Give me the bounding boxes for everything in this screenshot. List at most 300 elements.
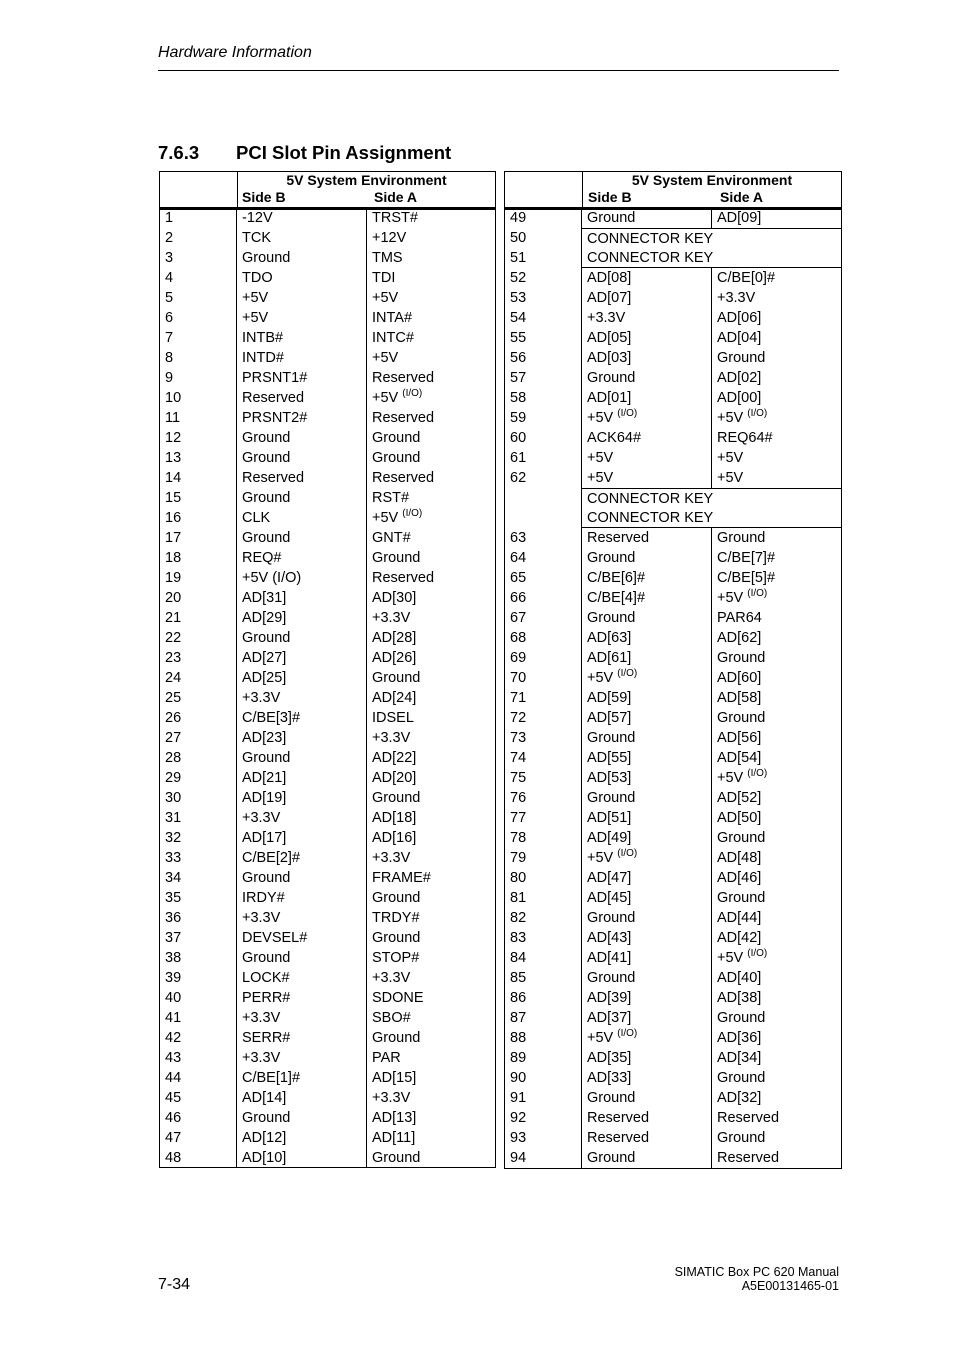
side-a-signal: +5V $^{(I/O)}$ <box>717 588 768 606</box>
side-b-signal: AD[51] <box>582 808 712 828</box>
pin-number: 65 <box>505 568 582 588</box>
table-row <box>160 1048 495 1068</box>
table-row <box>160 528 495 548</box>
pin-number: 85 <box>505 968 582 988</box>
pin-number: 80 <box>505 868 582 888</box>
section-heading <box>158 142 451 164</box>
pin-number: 19 <box>160 568 237 588</box>
pin-number: 86 <box>505 988 582 1008</box>
side-b-signal: PRSNT2# <box>237 408 367 428</box>
table-row <box>505 968 841 988</box>
side-a-signal: +3.3V <box>372 610 411 626</box>
side-a-signal: Ground <box>372 430 421 446</box>
pin-number: 55 <box>505 328 582 348</box>
side-b-signal: Ground <box>582 1148 712 1168</box>
side-b-signal: +5V $^{(I/O)}$ <box>582 1028 712 1048</box>
table-row <box>505 788 841 808</box>
pin-number: 72 <box>505 708 582 728</box>
side-b-signal: AD[23] <box>237 728 367 748</box>
table-row <box>505 348 841 368</box>
side-b-signal: AD[37] <box>582 1008 712 1028</box>
side-b-signal: +5V $^{(I/O)}$ <box>582 848 712 868</box>
side-a-signal: INTC# <box>372 330 414 346</box>
pin-number: 42 <box>160 1028 237 1048</box>
side-b-signal: Ground <box>237 748 367 768</box>
side-b-signal: LOCK# <box>237 968 367 988</box>
section-number: 7.6.3 <box>158 142 200 163</box>
side-a-signal: Reserved <box>372 370 435 386</box>
side-a-signal: AD[11] <box>372 1130 416 1146</box>
side-b-signal: Ground <box>582 368 712 388</box>
table-header <box>160 172 495 210</box>
pin-number: 38 <box>160 948 237 968</box>
pin-number: 77 <box>505 808 582 828</box>
pin-number: 63 <box>505 528 582 548</box>
table-row <box>160 388 495 408</box>
pin-number: 33 <box>160 848 237 868</box>
pin-number: 68 <box>505 628 582 648</box>
side-a-signal: PAR64 <box>717 610 762 626</box>
side-b-signal: Reserved <box>582 528 712 548</box>
table-row <box>505 268 841 288</box>
side-a-signal: AD[52] <box>717 790 762 806</box>
side-a-signal: AD[00] <box>717 390 762 406</box>
side-a-signal: AD[24] <box>372 690 417 706</box>
pin-number: 75 <box>505 768 582 788</box>
pin-number: 57 <box>505 368 582 388</box>
table-row <box>160 1148 495 1168</box>
table-row <box>160 648 495 668</box>
table-row <box>160 248 495 268</box>
side-b-signal: C/BE[4]# <box>582 588 712 608</box>
side-b-signal: +5V <box>582 468 712 488</box>
pin-number: 5 <box>160 288 237 308</box>
side-a-signal: AD[16] <box>372 830 417 846</box>
table-row <box>505 888 841 908</box>
connector-key: CONNECTOR KEY <box>582 488 841 508</box>
pin-number: 25 <box>160 688 237 708</box>
side-a-signal: Ground <box>372 930 421 946</box>
side-b-signal: REQ# <box>237 548 367 568</box>
side-a-signal: Ground <box>717 530 766 546</box>
pin-number: 40 <box>160 988 237 1008</box>
pin-number: 10 <box>160 388 237 408</box>
pin-number: 35 <box>160 888 237 908</box>
side-b-signal: AD[03] <box>582 348 712 368</box>
side-a-signal: SBO# <box>372 1010 411 1026</box>
side-b-signal: Ground <box>237 528 367 548</box>
side-b-signal: AD[35] <box>582 1048 712 1068</box>
footer-info <box>675 1265 839 1293</box>
table-row <box>505 668 841 688</box>
side-a-signal: AD[48] <box>717 850 762 866</box>
side-b-signal: DEVSEL# <box>237 928 367 948</box>
table-row <box>160 508 495 528</box>
table-row <box>160 728 495 748</box>
side-a-signal: AD[15] <box>372 1070 417 1086</box>
table-row <box>505 1068 841 1088</box>
side-a-signal: +5V $^{(I/O)}$ <box>717 948 768 966</box>
side-b-signal: ACK64# <box>582 428 712 448</box>
side-a-signal: AD[56] <box>717 730 762 746</box>
side-b-signal: C/BE[1]# <box>237 1068 367 1088</box>
side-a-signal: C/BE[7]# <box>717 550 776 566</box>
table-row <box>160 568 495 588</box>
table-row <box>160 308 495 328</box>
table-row <box>505 488 841 508</box>
pin-number: 52 <box>505 268 582 288</box>
pin-number: 79 <box>505 848 582 868</box>
side-b-signal: INTB# <box>237 328 367 348</box>
header-rule <box>158 70 839 71</box>
side-a-signal: AD[13] <box>372 1110 417 1126</box>
side-b-signal: Ground <box>237 628 367 648</box>
pin-number: 43 <box>160 1048 237 1068</box>
side-a-signal: AD[32] <box>717 1090 762 1106</box>
table-row <box>505 748 841 768</box>
side-a-signal: Ground <box>717 710 766 726</box>
manual-title: SIMATIC Box PC 620 Manual <box>674 1265 839 1279</box>
side-b-signal: AD[41] <box>582 948 712 968</box>
table-row <box>160 328 495 348</box>
side-a-signal: SDONE <box>372 990 424 1006</box>
side-b-signal: TDO <box>237 268 367 288</box>
pin-number: 88 <box>505 1028 582 1048</box>
pin-number: 24 <box>160 668 237 688</box>
side-b-signal: PRSNT1# <box>237 368 367 388</box>
table-row <box>160 368 495 388</box>
table-row <box>160 1128 495 1148</box>
side-b-signal: IRDY# <box>237 888 367 908</box>
side-b-signal: Ground <box>582 208 712 228</box>
pin-number: 48 <box>160 1148 237 1168</box>
pin-number: 30 <box>160 788 237 808</box>
table-row <box>160 1108 495 1128</box>
table-row <box>160 1088 495 1108</box>
side-b-signal: AD[12] <box>237 1128 367 1148</box>
table-row <box>160 408 495 428</box>
table-row <box>505 728 841 748</box>
pin-number: 44 <box>160 1068 237 1088</box>
table-row <box>160 848 495 868</box>
side-a-signal: Reserved <box>717 1150 780 1166</box>
pin-number: 1 <box>160 208 237 228</box>
side-a-signal: AD[09] <box>717 210 762 226</box>
side-b-signal: Ground <box>582 968 712 988</box>
pin-number: 66 <box>505 588 582 608</box>
pin-number: 59 <box>505 408 582 428</box>
side-a-signal: +5V <box>372 350 399 366</box>
side-a-signal: AD[22] <box>372 750 417 766</box>
table-body <box>505 208 841 1168</box>
side-b-signal: AD[45] <box>582 888 712 908</box>
side-b-signal: AD[14] <box>237 1088 367 1108</box>
side-b-signal: +5V $^{(I/O)}$ <box>582 408 712 428</box>
pin-number: 15 <box>160 488 237 508</box>
side-a-signal: +5V <box>372 290 399 306</box>
table-row <box>505 408 841 428</box>
side-a-signal: +5V $^{(I/O)}$ <box>717 768 768 786</box>
table-row <box>505 588 841 608</box>
page-number: 7-34 <box>158 1276 191 1293</box>
pin-number: 82 <box>505 908 582 928</box>
side-b-signal: +3.3V <box>237 1008 367 1028</box>
side-b-signal: AD[10] <box>237 1148 367 1168</box>
side-b-signal: AD[29] <box>237 608 367 628</box>
side-a-signal: AD[36] <box>717 1030 762 1046</box>
side-a-signal: +12V <box>372 230 407 246</box>
table-row <box>160 268 495 288</box>
side-b-signal: C/BE[2]# <box>237 848 367 868</box>
pin-number: 84 <box>505 948 582 968</box>
table-row <box>160 488 495 508</box>
side-a-signal: Ground <box>717 830 766 846</box>
table-row <box>505 568 841 588</box>
side-a-signal: Ground <box>372 890 421 906</box>
table-row <box>505 1108 841 1128</box>
pin-number: 56 <box>505 348 582 368</box>
pin-number: 37 <box>160 928 237 948</box>
side-a-signal: INTA# <box>372 310 413 326</box>
side-a-signal: REQ64# <box>717 430 773 446</box>
side-b-signal: +5V <box>582 448 712 468</box>
pin-number: 83 <box>505 928 582 948</box>
side-b-signal: INTD# <box>237 348 367 368</box>
running-header: Hardware Information <box>158 44 312 61</box>
side-b-signal: AD[63] <box>582 628 712 648</box>
side-a-signal: +5V $^{(I/O)}$ <box>372 388 423 406</box>
side-a-signal: AD[04] <box>717 330 762 346</box>
pin-number: 9 <box>160 368 237 388</box>
pin-number: 17 <box>160 528 237 548</box>
pin-number: 67 <box>505 608 582 628</box>
table-row <box>160 868 495 888</box>
side-a-signal: +5V $^{(I/O)}$ <box>717 408 768 426</box>
side-a-signal: AD[58] <box>717 690 762 706</box>
table-row <box>505 388 841 408</box>
table-row <box>505 828 841 848</box>
table-row <box>505 448 841 468</box>
side-a-signal: Reserved <box>372 410 435 426</box>
pin-number: 23 <box>160 648 237 668</box>
pin-number <box>505 508 582 528</box>
side-a-signal: AD[18] <box>372 810 417 826</box>
table-row <box>160 888 495 908</box>
side-a-signal: AD[40] <box>717 970 762 986</box>
table-row <box>505 688 841 708</box>
side-b-signal: Reserved <box>582 1108 712 1128</box>
side-a-signal: PAR <box>372 1050 401 1066</box>
side-a-signal: +3.3V <box>372 730 411 746</box>
side-b-signal: -12V <box>237 208 367 228</box>
table-row <box>160 588 495 608</box>
table-row <box>505 548 841 568</box>
side-a-signal: AD[26] <box>372 650 417 666</box>
pin-table-right <box>504 171 842 1169</box>
section-title: PCI Slot Pin Assignment <box>236 142 452 163</box>
pin-number: 22 <box>160 628 237 648</box>
pin-number: 91 <box>505 1088 582 1108</box>
pin-number: 8 <box>160 348 237 368</box>
side-a-signal: +3.3V <box>372 850 411 866</box>
pin-number: 76 <box>505 788 582 808</box>
connector-key: CONNECTOR KEY <box>582 508 841 528</box>
side-b-signal: Reserved <box>237 468 367 488</box>
side-a-signal: C/BE[0]# <box>717 270 776 286</box>
side-a-signal: STOP# <box>372 950 420 966</box>
table-row <box>160 928 495 948</box>
side-b-signal: +5V (I/O) <box>237 568 367 588</box>
pin-number: 62 <box>505 468 582 488</box>
pin-number: 69 <box>505 648 582 668</box>
side-b-signal: AD[05] <box>582 328 712 348</box>
side-b-signal: +3.3V <box>582 308 712 328</box>
side-a-signal: AD[06] <box>717 310 762 326</box>
side-a-signal: AD[28] <box>372 630 417 646</box>
side-b-signal: +3.3V <box>237 808 367 828</box>
table-header <box>505 172 841 210</box>
table-row <box>505 928 841 948</box>
table-row <box>505 428 841 448</box>
side-a-signal: TRST# <box>372 210 418 226</box>
table-row <box>505 848 841 868</box>
table-row <box>160 828 495 848</box>
table-row <box>505 1128 841 1148</box>
table-row <box>160 1008 495 1028</box>
table-row <box>160 608 495 628</box>
table-row <box>505 1148 841 1168</box>
side-a-signal: Ground <box>717 890 766 906</box>
side-a-signal: GNT# <box>372 530 411 546</box>
header-side-a: Side A <box>374 189 418 205</box>
side-a-signal: AD[02] <box>717 370 762 386</box>
table-row <box>505 608 841 628</box>
side-a-signal: Ground <box>717 650 766 666</box>
side-b-signal: C/BE[3]# <box>237 708 367 728</box>
side-a-signal: AD[34] <box>717 1050 762 1066</box>
side-b-signal: AD[59] <box>582 688 712 708</box>
pin-number: 90 <box>505 1068 582 1088</box>
table-row <box>160 288 495 308</box>
side-a-signal: IDSEL <box>372 710 414 726</box>
table-row <box>160 468 495 488</box>
table-row <box>160 708 495 728</box>
side-a-signal: AD[30] <box>372 590 417 606</box>
table-row <box>160 428 495 448</box>
side-a-signal: Reserved <box>372 570 435 586</box>
side-a-signal: TRDY# <box>372 910 420 926</box>
pin-number: 41 <box>160 1008 237 1028</box>
pin-number: 12 <box>160 428 237 448</box>
table-row <box>505 228 841 248</box>
side-b-signal: AD[39] <box>582 988 712 1008</box>
table-row <box>160 948 495 968</box>
table-row <box>505 1048 841 1068</box>
table-row <box>160 908 495 928</box>
side-b-signal: Ground <box>582 728 712 748</box>
pin-number: 78 <box>505 828 582 848</box>
table-row <box>505 708 841 728</box>
side-b-signal: AD[21] <box>237 768 367 788</box>
side-a-signal: Ground <box>372 450 421 466</box>
side-a-signal: TMS <box>372 250 403 266</box>
pin-number: 87 <box>505 1008 582 1028</box>
pin-number: 94 <box>505 1148 582 1168</box>
side-b-signal: AD[19] <box>237 788 367 808</box>
side-b-signal: Ground <box>582 1088 712 1108</box>
table-row <box>160 748 495 768</box>
pin-number: 71 <box>505 688 582 708</box>
table-row <box>160 448 495 468</box>
side-a-signal: +3.3V <box>372 970 411 986</box>
side-a-signal: C/BE[5]# <box>717 570 776 586</box>
table-row <box>505 328 841 348</box>
side-b-signal: Ground <box>582 788 712 808</box>
table-row <box>505 468 841 488</box>
table-row <box>505 288 841 308</box>
side-a-signal: AD[44] <box>717 910 762 926</box>
table-row <box>505 868 841 888</box>
table-row <box>505 208 841 228</box>
side-b-signal: AD[33] <box>582 1068 712 1088</box>
side-a-signal: RST# <box>372 490 410 506</box>
pin-number: 14 <box>160 468 237 488</box>
side-a-signal: AD[60] <box>717 670 762 686</box>
side-a-signal: Ground <box>717 1070 766 1086</box>
table-row <box>160 968 495 988</box>
pin-number: 3 <box>160 248 237 268</box>
side-b-signal: AD[31] <box>237 588 367 608</box>
table-row <box>505 808 841 828</box>
table-row <box>505 508 841 528</box>
side-b-signal: Ground <box>237 428 367 448</box>
side-b-signal: +5V <box>237 288 367 308</box>
side-b-signal: AD[17] <box>237 828 367 848</box>
order-number: A5E00131465-01 <box>741 1279 839 1293</box>
pin-number: 81 <box>505 888 582 908</box>
side-a-signal: AD[54] <box>717 750 762 766</box>
side-a-signal: AD[50] <box>717 810 762 826</box>
pin-number: 2 <box>160 228 237 248</box>
pin-number: 70 <box>505 668 582 688</box>
header-side-b: Side B <box>242 189 286 205</box>
pin-number: 61 <box>505 448 582 468</box>
table-row <box>160 808 495 828</box>
header-side-a: Side A <box>720 189 764 205</box>
pin-table-left <box>159 171 496 1168</box>
pin-number: 39 <box>160 968 237 988</box>
side-b-signal: Ground <box>237 488 367 508</box>
side-b-signal: Ground <box>582 608 712 628</box>
side-a-signal: Reserved <box>717 1110 780 1126</box>
pin-number: 47 <box>160 1128 237 1148</box>
side-b-signal: AD[08] <box>582 268 712 288</box>
pin-number: 16 <box>160 508 237 528</box>
side-b-signal: Reserved <box>582 1128 712 1148</box>
side-b-signal: AD[47] <box>582 868 712 888</box>
pin-number: 74 <box>505 748 582 768</box>
pin-number: 26 <box>160 708 237 728</box>
side-b-signal: Ground <box>237 868 367 888</box>
side-b-signal: AD[25] <box>237 668 367 688</box>
side-b-signal: Ground <box>237 1108 367 1128</box>
pin-number: 50 <box>505 228 582 248</box>
table-row <box>505 988 841 1008</box>
pin-number: 46 <box>160 1108 237 1128</box>
side-a-signal: +5V $^{(I/O)}$ <box>372 508 423 526</box>
pin-number: 60 <box>505 428 582 448</box>
pin-number: 73 <box>505 728 582 748</box>
